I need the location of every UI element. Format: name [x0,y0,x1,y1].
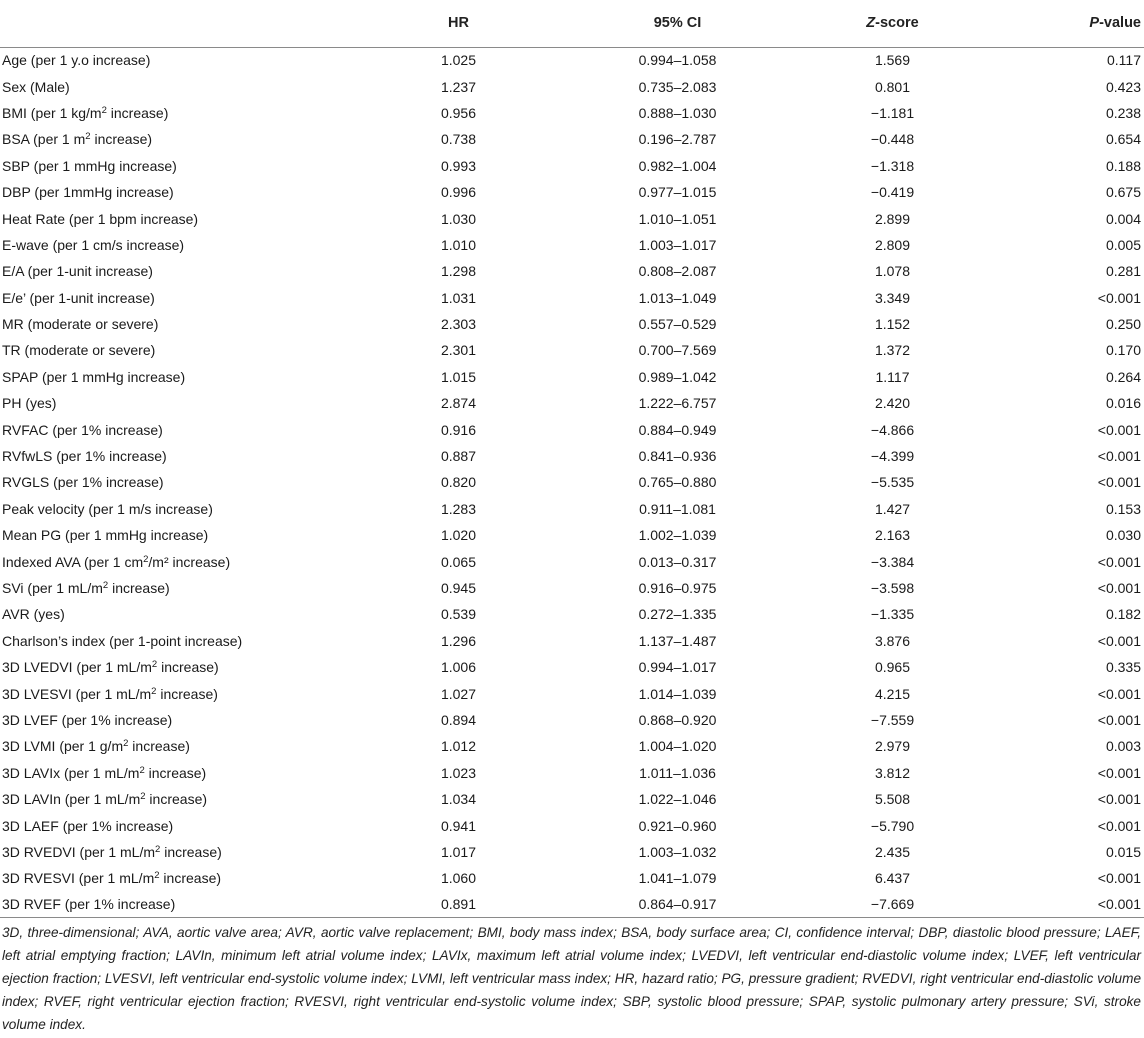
row-p-value: <0.001 [1097,289,1141,306]
row-variable [0,786,345,812]
variable-text: 3D LAEF (per 1% increase) [2,817,174,834]
row-ci: 1.010–1.051 [638,210,717,227]
row-ci: 1.002–1.039 [638,527,717,544]
row-variable [0,153,345,179]
row-ci: 0.916–0.975 [638,580,717,596]
table-row [0,812,1144,838]
variable-text-suffix: increase) [108,580,170,596]
row-ci: 1.014–1.039 [638,685,717,702]
row-ci: 0.921–0.960 [638,817,717,834]
variable-text: MR (moderate or severe) [2,316,159,333]
variable-superscript: 2 [123,738,129,750]
row-p-value: 0.170 [1105,342,1141,359]
row-z-score: 6.437 [874,870,911,887]
row-ci: 0.196–2.787 [638,131,717,148]
row-hr: 0.941 [440,817,477,834]
row-p-value: 0.153 [1105,500,1141,517]
row-ci: 0.884–0.949 [638,421,717,438]
row-z-score: 2.163 [874,527,911,544]
row-ci: 0.765–0.880 [638,474,717,491]
table-row [0,443,1144,469]
variable-text: SVi (per 1 mL/m [2,580,103,596]
row-z-score: 3.349 [874,289,911,306]
row-hr: 1.012 [440,738,477,755]
header-p-letter: P [1089,15,1100,32]
row-variable [0,733,345,759]
row-ci: 1.041–1.079 [638,870,717,887]
row-variable [0,390,345,416]
row-p-value: 0.423 [1105,78,1141,95]
row-ci: 1.011–1.036 [639,764,716,781]
table-row [0,865,1144,891]
row-z-score: −3.598 [870,580,915,596]
variable-text: RVGLS (per 1% increase) [2,474,164,491]
row-p-value: 0.281 [1105,263,1141,280]
row-z-score: −7.669 [870,896,915,913]
row-hr: 1.298 [440,263,477,280]
row-z-score: 1.372 [874,342,911,359]
table-row [0,100,1144,126]
variable-superscript: 2 [85,131,91,143]
row-p-value: 0.675 [1105,184,1141,201]
row-p-value: <0.001 [1097,632,1141,649]
row-hr: 0.956 [440,104,477,121]
row-p-value: 0.654 [1105,131,1141,148]
variable-text-suffix: increase) [145,791,208,808]
variable-text: RVFAC (per 1% increase) [2,421,163,438]
row-variable [0,416,345,442]
variable-text: 3D LAVIx (per 1 mL/m [2,764,140,781]
table-row [0,258,1144,284]
table-row [0,73,1144,99]
table-footnote: 3D, three-dimensional; AVA, aortic valve area; AVR, aortic valve replacement; BMI, body mass index; BSA, body surface area; CI, confidence interval; DBP, diastolic blood pressure; LAEF, left atrial emptying fraction; LAVIn, minimum left atrial volume index; LAVIx, maximum left atrial volume index; LVEDVI, left ventricular end-diastolic volume index; LVEF, left ventricular ejection fraction; LVESVI, left ventricular end-systolic volume index; LVMI, left ventricular mass index; HR, hazard ratio; PG, pressure gradient; RVEDVI, right ventricular end-diastolic volume index; RVEF, right ventricular ejection fraction; RVESVI, right ventricular end-systolic volume index; SBP, systolic blood pressure; SPAP, systolic pulmonary artery pressure; SVi, stroke volume index. [2,925,1141,1032]
row-hr: 2.874 [440,395,477,412]
row-z-score: −5.535 [870,474,915,491]
row-z-score: −5.790 [870,817,915,834]
row-hr: 0.065 [440,553,477,570]
row-variable [0,126,345,152]
row-z-score: −3.384 [870,553,915,570]
variable-text: 3D RVEDVI (per 1 mL/m [2,843,156,860]
row-variable [0,73,345,99]
header-variable [0,0,345,47]
row-ci: 1.022–1.046 [638,791,717,808]
row-p-value: 0.188 [1105,157,1141,174]
row-hr: 1.034 [440,791,477,808]
row-variable [0,892,345,918]
table-row [0,839,1144,865]
row-ci: 0.868–0.920 [638,711,717,728]
row-hr: 1.010 [440,236,477,253]
variable-text-suffix: increase) [157,659,219,676]
row-hr: 1.017 [440,843,477,860]
variable-text-suffix: increase) [106,104,169,121]
row-p-value: 0.182 [1105,606,1141,623]
header-hr: HR [448,15,469,32]
variable-text: SBP (per 1 mmHg increase) [2,157,177,174]
header-p-suffix: -value [1099,15,1141,32]
row-ci: 0.013–0.317 [638,553,717,570]
row-z-score: 2.899 [874,210,911,227]
variable-text: 3D RVESVI (per 1 mL/m [2,870,155,887]
table-row [0,707,1144,733]
table-row [0,680,1144,706]
variable-superscript: 2 [102,580,109,591]
variable-text: 3D LVEDVI (per 1 mL/m [2,659,152,676]
variable-text: BMI (per 1 kg/m [2,104,102,121]
row-variable [0,469,345,495]
row-z-score: 0.801 [874,78,911,95]
variable-superscript: 2 [151,659,158,671]
row-variable [0,760,345,786]
variable-text-suffix: increase) [159,870,222,887]
row-hr: 0.993 [440,157,477,174]
variable-text: PH (yes) [2,395,57,412]
table-row [0,548,1144,574]
row-p-value: <0.001 [1097,764,1141,781]
row-z-score: 2.809 [874,236,911,253]
table-row [0,628,1144,654]
row-ci: 1.003–1.032 [638,843,717,860]
row-ci: 1.004–1.020 [638,738,717,755]
variable-text: 3D LVESVI (per 1 mL/m [2,685,152,702]
row-z-score: −0.448 [870,131,915,148]
variable-text-suffix: increase) [90,131,153,148]
row-p-value: <0.001 [1097,870,1141,887]
variable-superscript: 2 [139,764,145,776]
row-variable [0,865,345,891]
row-variable [0,179,345,205]
table-row [0,311,1144,337]
row-variable [0,337,345,363]
row-p-value: 0.030 [1105,527,1141,544]
row-p-value: 0.004 [1105,210,1141,227]
row-hr: 1.027 [440,685,477,702]
row-p-value: 0.005 [1105,236,1141,253]
table-row [0,416,1144,442]
row-variable [0,496,345,522]
row-z-score: 1.569 [874,52,911,69]
row-variable [0,443,345,469]
row-variable [0,628,345,654]
row-ci: 0.994–1.058 [638,52,717,69]
table-header [0,0,1144,47]
row-hr: 1.296 [440,632,477,649]
row-p-value: <0.001 [1097,448,1141,465]
variable-text: RVfwLS (per 1% increase) [2,448,167,465]
row-variable [0,575,345,601]
row-ci: 0.977–1.015 [638,184,717,201]
row-ci: 0.994–1.017 [638,659,717,676]
row-ci: 0.841–0.936 [638,448,717,465]
table-row [0,601,1144,627]
row-hr: 2.301 [440,342,477,359]
row-hr: 1.023 [440,764,477,781]
variable-text-suffix: increase) [160,843,222,860]
variable-text: 3D LAVIn (per 1 mL/m [2,791,141,808]
variable-text: DBP (per 1mmHg increase) [2,184,174,201]
row-hr: 1.031 [440,289,477,306]
variable-text-suffix: /m² increase) [148,553,231,570]
table-row [0,469,1144,495]
row-ci: 0.735–2.083 [638,78,717,95]
table-row [0,364,1144,390]
row-variable [0,839,345,865]
row-p-value: <0.001 [1097,817,1141,834]
row-z-score: −1.318 [870,157,915,174]
row-p-value: 0.016 [1105,395,1141,412]
variable-text: Heat Rate (per 1 bpm increase) [2,210,199,227]
row-variable [0,100,345,126]
header-z-suffix: -score [875,15,919,32]
row-z-score: −7.559 [870,711,915,728]
variable-superscript: 2 [143,553,149,565]
row-p-value: <0.001 [1097,711,1141,728]
row-ci: 0.272–1.335 [638,606,717,623]
row-ci: 0.911–1.081 [639,500,716,517]
row-variable [0,522,345,548]
row-ci: 0.557–0.529 [638,316,717,333]
row-z-score: 4.215 [874,685,911,702]
row-hr: 0.916 [440,421,477,438]
row-z-score: 3.876 [874,632,911,649]
row-hr: 1.060 [440,870,477,887]
header-z-score [770,0,975,47]
table-row [0,786,1144,812]
table-row [0,126,1144,152]
variable-text-suffix: increase) [128,738,190,755]
variable-text: BSA (per 1 m [2,131,86,148]
row-z-score: 2.420 [874,395,911,412]
variable-text: TR (moderate or severe) [2,342,156,359]
row-variable [0,812,345,838]
row-variable [0,707,345,733]
table-row [0,496,1144,522]
row-z-score: 0.965 [874,659,911,676]
row-hr: 1.030 [440,210,477,227]
table-row [0,733,1144,759]
row-z-score: −0.419 [870,184,915,201]
variable-text: E-wave (per 1 cm/s increase) [2,236,185,253]
variable-superscript: 2 [151,685,157,697]
row-ci: 1.222–6.757 [638,395,717,412]
row-hr: 0.539 [440,606,477,623]
table-row [0,179,1144,205]
row-z-score: 1.078 [874,263,911,280]
row-hr: 0.894 [440,711,477,728]
variable-text: Age (per 1 y.o increase) [2,52,151,69]
table-row [0,522,1144,548]
row-hr: 0.887 [440,448,477,465]
table-row [0,892,1144,918]
row-z-score: −4.866 [870,421,915,438]
row-z-score: 2.435 [874,843,911,860]
row-p-value: 0.264 [1105,368,1141,385]
variable-text: Sex (Male) [2,78,70,95]
header-ci: 95% CI [653,15,702,32]
row-ci: 0.982–1.004 [638,157,717,174]
row-ci: 0.808–2.087 [638,263,717,280]
variable-text: E/e’ (per 1-unit increase) [2,289,155,306]
variable-text: 3D LVEF (per 1% increase) [2,711,173,728]
row-hr: 0.996 [440,184,477,201]
row-p-value: 0.117 [1107,52,1141,69]
row-hr: 0.820 [440,474,477,491]
row-p-value: 0.335 [1105,659,1141,676]
variable-text-suffix: increase) [156,685,218,702]
row-p-value: <0.001 [1097,421,1141,438]
header-p-value [975,0,1144,47]
row-hr: 0.945 [440,580,477,596]
row-variable [0,285,345,311]
row-z-score: 1.427 [874,500,911,517]
row-hr: 1.015 [440,368,477,385]
row-variable [0,601,345,627]
variable-text: Mean PG (per 1 mmHg increase) [2,527,209,544]
row-z-score: 2.979 [874,738,911,755]
variable-text-suffix: increase) [144,764,207,781]
row-p-value: <0.001 [1097,791,1141,808]
row-variable [0,364,345,390]
row-hr: 0.738 [440,131,477,148]
row-hr: 2.303 [440,316,477,333]
row-p-value: <0.001 [1097,896,1141,913]
row-z-score: −4.399 [870,448,915,465]
row-p-value: 0.003 [1105,738,1141,755]
row-hr: 1.006 [440,659,477,676]
table-body [0,47,1144,918]
variable-text: 3D RVEF (per 1% increase) [2,896,176,913]
row-hr: 1.237 [440,78,477,95]
row-ci: 1.013–1.049 [638,289,717,306]
row-variable [0,258,345,284]
row-p-value: 0.015 [1105,843,1141,860]
row-p-value: <0.001 [1097,580,1141,596]
row-p-value: 0.250 [1105,316,1141,333]
row-ci: 0.864–0.917 [638,896,717,913]
table-row [0,285,1144,311]
row-z-score: −1.335 [870,606,915,623]
row-hr: 1.283 [440,500,477,517]
row-variable [0,548,345,574]
row-p-value: <0.001 [1097,685,1141,702]
row-z-score: 1.117 [875,368,910,385]
header-row [0,0,1144,47]
table-row [0,337,1144,363]
table-row [0,390,1144,416]
variable-text: Peak velocity (per 1 m/s increase) [2,500,213,517]
row-p-value: 0.238 [1105,104,1141,121]
header-z-letter: Z [866,15,876,32]
row-hr: 1.025 [440,52,477,69]
table-row [0,232,1144,258]
row-z-score: 3.812 [874,764,911,781]
row-variable [0,232,345,258]
row-variable [0,205,345,231]
table-row [0,575,1144,601]
table-row [0,205,1144,231]
variable-superscript: 2 [140,791,146,803]
variable-text: E/A (per 1-unit increase) [2,263,153,280]
row-p-value: <0.001 [1097,553,1141,570]
row-p-value: <0.001 [1097,474,1141,491]
row-variable [0,311,345,337]
variable-superscript: 2 [154,870,160,882]
row-ci: 1.003–1.017 [638,236,717,253]
variable-text: AVR (yes) [2,606,65,623]
row-hr: 1.020 [440,527,477,544]
variable-superscript: 2 [155,843,161,855]
table-row [0,760,1144,786]
table-row [0,153,1144,179]
row-ci: 0.700–7.569 [638,342,717,359]
variable-text: Indexed AVA (per 1 cm [2,553,144,570]
row-ci: 0.888–1.030 [638,104,717,121]
variable-text: SPAP (per 1 mmHg increase) [2,368,186,385]
row-hr: 0.891 [440,896,477,913]
variable-superscript: 2 [101,104,107,116]
row-variable [0,680,345,706]
row-variable [0,654,345,680]
row-variable [0,47,345,73]
row-z-score: −1.181 [870,104,915,121]
row-z-score: 5.508 [874,791,911,808]
table-row [0,654,1144,680]
row-ci: 1.137–1.487 [638,632,717,649]
variable-text: Charlson’s index (per 1-point increase) [2,632,243,649]
table-row [0,47,1144,73]
variable-text: 3D LVMI (per 1 g/m [2,738,124,755]
row-ci: 0.989–1.042 [638,368,717,385]
row-z-score: 1.152 [874,316,911,333]
